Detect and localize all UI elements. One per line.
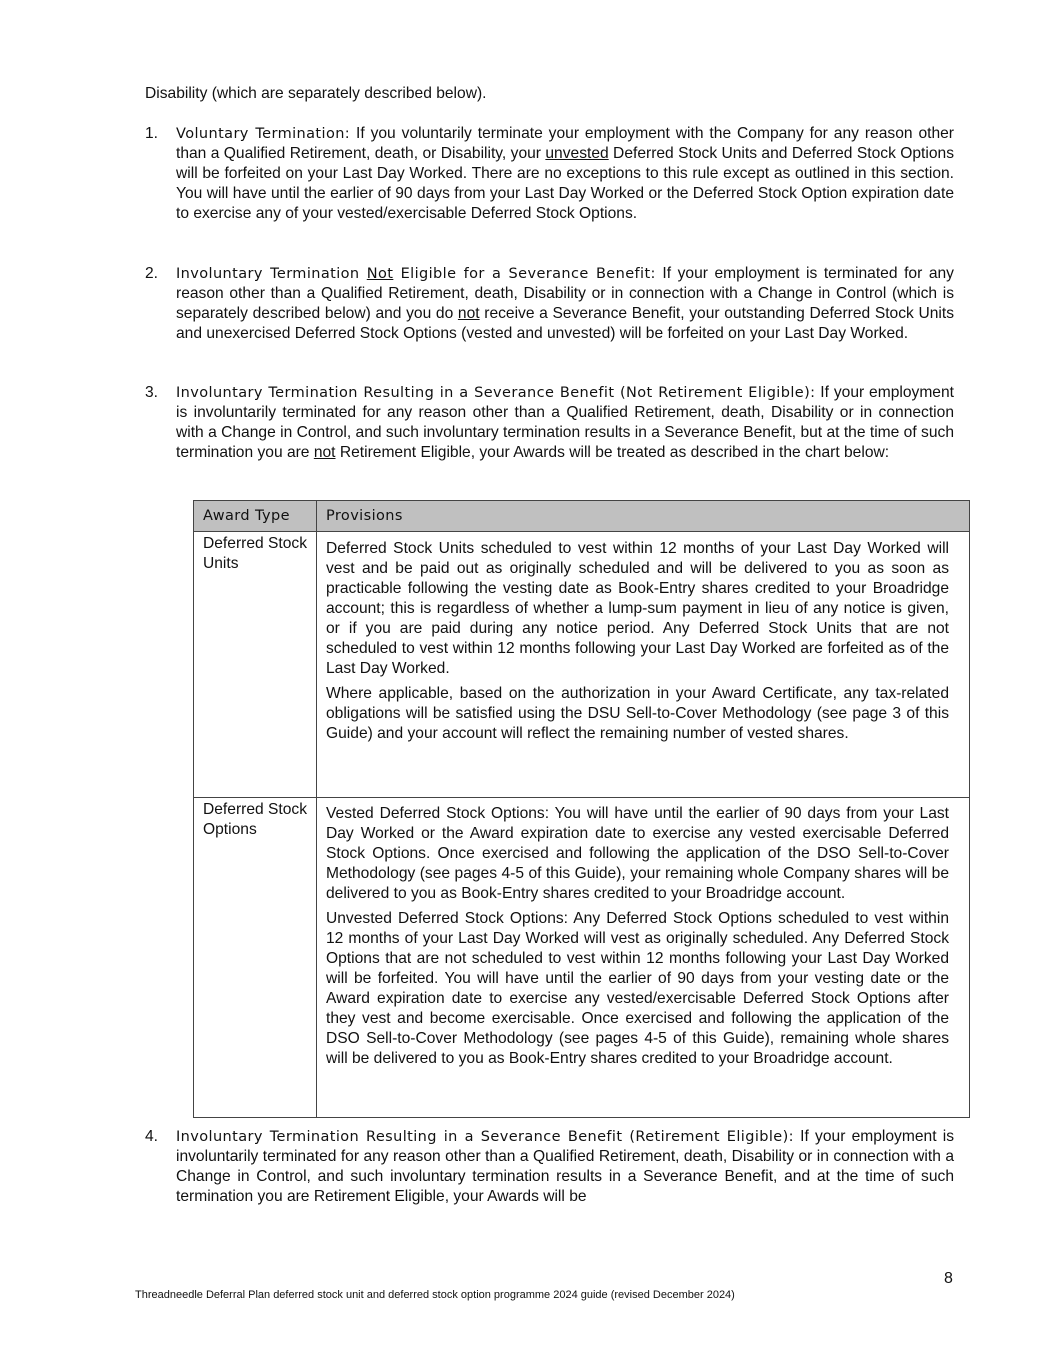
column-header-award-type: Award Type xyxy=(194,501,317,532)
list-item-severance-retirement-eligible xyxy=(145,1127,954,1207)
item-number: 2. xyxy=(145,265,159,282)
column-header-provisions: Provisions xyxy=(317,501,970,532)
item-number: 4. xyxy=(145,1128,159,1145)
item-text: Deferred Stock Units and Deferred Stock Options will be forfeited on your Last Day Worked. There are no exceptions to this rule except as outlined in this section. You will have until the earlier of 90 days from your Last Day Worked or the Deferred Stock Option expiration date to exercise any of your vested/exercisable Deferred Stock Options. xyxy=(176,145,954,222)
heading-part: Eligible for a Severance Benefit: xyxy=(393,266,656,282)
item-body xyxy=(176,124,954,224)
table-row xyxy=(194,798,970,1118)
item-body xyxy=(176,1127,954,1207)
item-text: If your employment is terminated for any reason other than a Qualified Retirement, death, Disability or in connection with a Change in Control (which is separately described below) and you do xyxy=(176,265,954,322)
item-heading xyxy=(176,266,656,282)
award-provisions-table xyxy=(193,500,970,1118)
item-heading: Involuntary Termination Resulting in a Severance Benefit (Retirement Eligible): xyxy=(176,1129,794,1145)
item-number: 3. xyxy=(145,384,159,401)
provision-paragraph: Where applicable, based on the authorization in your Award Certificate, any tax-related obligations will be satisfied using the DSU Sell-to-Cover Methodology (see page 3 of this Guide) and your account will reflect the remaining number of vested shares. xyxy=(326,685,949,742)
table-header-row xyxy=(194,501,970,532)
item-body xyxy=(176,264,954,344)
underlined-text: unvested xyxy=(545,145,609,162)
item-text: Retirement Eligible, your Awards will be treated as described in the chart below: xyxy=(335,444,890,461)
item-heading: Involuntary Termination Resulting in a Severance Benefit (Not Retirement Eligible): xyxy=(176,385,816,401)
item-number: 1. xyxy=(145,125,159,142)
list-item-severance-not-retirement-eligible xyxy=(145,383,954,463)
item-text: If your employment is involuntarily terminated for any reason other than a Qualified Retirement, death, Disability or in connection with a Change in Control, and such involuntary termination results in a Severance Benefit, and at the time of such termination you are Retirement Eligible, your Awards will be xyxy=(176,1128,954,1205)
provisions-cell xyxy=(317,798,970,1118)
provisions-cell xyxy=(317,532,970,798)
list-item-voluntary-termination xyxy=(145,124,954,224)
item-heading: Voluntary Termination: xyxy=(176,126,351,142)
table-row xyxy=(194,532,970,798)
award-type-cell: Deferred Stock Units xyxy=(194,532,317,798)
document-footer: Threadneedle Deferral Plan deferred stock unit and deferred stock option programme 2024 guide (revised December 2024) xyxy=(135,1289,735,1301)
underlined-text: not xyxy=(313,444,336,461)
item-text: If your employment is involuntarily terminated for any reason other than a Qualified Retirement, death, Disability or in connection with a Change in Control, and such involuntary termination results in a Severance Benefit, but at the time of such termination you are xyxy=(176,384,954,461)
item-text: If you voluntarily terminate your employment with the Company for any reason other than a Qualified Retirement, death, or Disability, your xyxy=(176,125,954,162)
underlined-text: not xyxy=(457,305,480,322)
heading-part: Involuntary Termination xyxy=(176,266,367,282)
intro-text: Disability (which are separately described below). xyxy=(145,85,487,102)
heading-underlined: Not xyxy=(366,266,394,282)
provision-paragraph: Unvested Deferred Stock Options: Any Deferred Stock Options scheduled to vest within 12 months of your Last Day Worked will vest as originally scheduled. Any Deferred Stock Options that are not scheduled to vest within 12 months following your Last Day Worked will be forfeited. You will have until the earlier of 90 days from your vesting date or the Award expiration date to exercise any vested/exercisable Deferred Stock Options after they vest and become exercisable. Once exercised and following the application of the DSO Sell-to-Cover Methodology (see pages 4-5 of this Guide), remaining whole shares will be delivered to you as Book-Entry shares credited to your Broadridge account. xyxy=(326,910,949,1067)
list-item-involuntary-not-eligible xyxy=(145,264,954,344)
provision-paragraph: Vested Deferred Stock Options: You will have until the earlier of 90 days from your Last Day Worked or the Award expiration date to exercise any vested exercisable Deferred Stock Options. Once exercised and following the application of the DSO Sell-to-Cover Methodology (see pages 4-5 of this Guide), your remaining whole Company shares will be delivered to you as Book-Entry shares credited to your Broadridge account. xyxy=(326,805,949,902)
item-text: receive a Severance Benefit, your outstanding Deferred Stock Units and unexercised Deferred Stock Options (vested and unvested) will be forfeited on your Last Day Worked. xyxy=(176,305,955,342)
award-type-cell: Deferred Stock Options xyxy=(194,798,317,1118)
provision-paragraph: Deferred Stock Units scheduled to vest within 12 months of your Last Day Worked will vest and be paid out as originally scheduled and will be delivered to you as soon as practicable following the vesting date as Book-Entry shares credited to your Broadridge account; this is regardless of whether a lump-sum payment in lieu of any notice is given, or if you are paid during any notice period. Any Deferred Stock Units that are not scheduled to vest within 12 months following your Last Day Worked are forfeited as of the Last Day Worked. xyxy=(326,540,949,677)
page-number: 8 xyxy=(944,1270,953,1287)
item-body xyxy=(176,383,954,463)
